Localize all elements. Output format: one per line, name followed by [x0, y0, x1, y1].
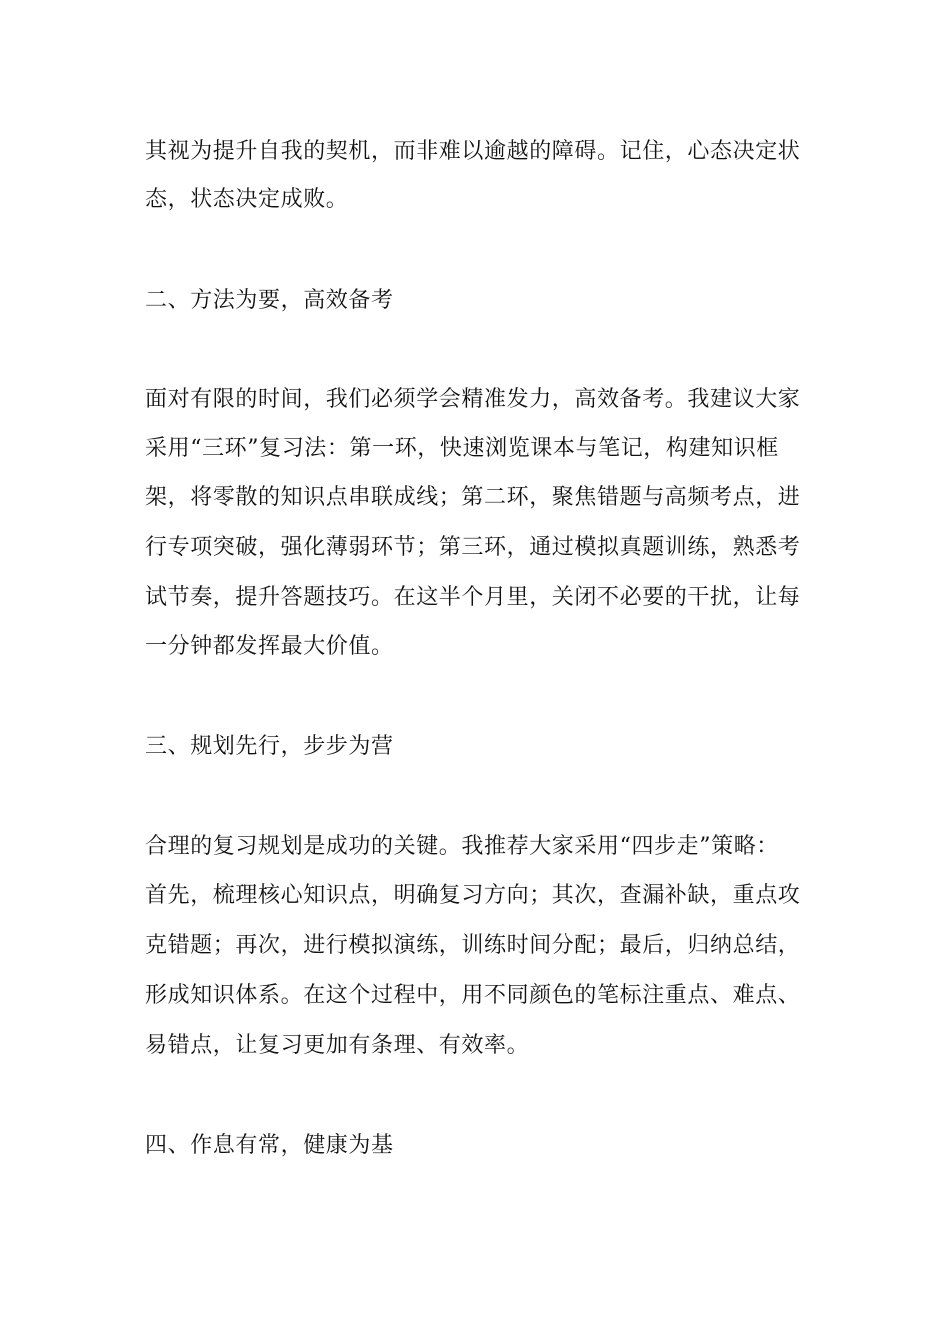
- paragraph-1-line-1: 其视为提升自我的契机，而非难以逾越的障碍。记住，心态决定状: [145, 139, 801, 164]
- paragraph-2-line-1: 面对有限的时间，我们必须学会精准发力，高效备考。我建议大家: [145, 387, 801, 412]
- paragraph-3-line-1: 合理的复习规划是成功的关键。我推荐大家采用“四步走”策略：: [145, 834, 779, 859]
- heading-2: 二、方法为要，高效备考: [145, 288, 394, 313]
- paragraph-3-line-2: 首先，梳理核心知识点，明确复习方向；其次，查漏补缺，重点攻: [145, 883, 801, 908]
- paragraph-3-line-3: 克错题；再次，进行模拟演练，训练时间分配；最后，归纳总结，: [145, 933, 801, 958]
- paragraph-3-line-4: 形成知识体系。在这个过程中，用不同颜色的笔标注重点、难点、: [145, 983, 801, 1008]
- heading-3: 三、规划先行，步步为营: [145, 734, 394, 759]
- paragraph-2-line-6: 一分钟都发挥最大价值。: [145, 634, 394, 659]
- paragraph-2-line-3: 架，将零散的知识点串联成线；第二环，聚焦错题与高频考点，进: [145, 485, 801, 510]
- paragraph-2-line-4: 行专项突破，强化薄弱环节；第三环，通过模拟真题训练，熟悉考: [145, 535, 801, 560]
- heading-4: 四、作息有常，健康为基: [145, 1133, 394, 1158]
- paragraph-2-line-2: 采用“三环”复习法：第一环，快速浏览课本与笔记，构建知识框: [145, 436, 779, 461]
- paragraph-3-line-5: 易错点，让复习更加有条理、有效率。: [145, 1033, 530, 1058]
- paragraph-1-line-2: 态，状态决定成败。: [145, 187, 349, 212]
- paragraph-2-line-5: 试节奏，提升答题技巧。在这半个月里，关闭不必要的干扰，让每: [145, 585, 801, 610]
